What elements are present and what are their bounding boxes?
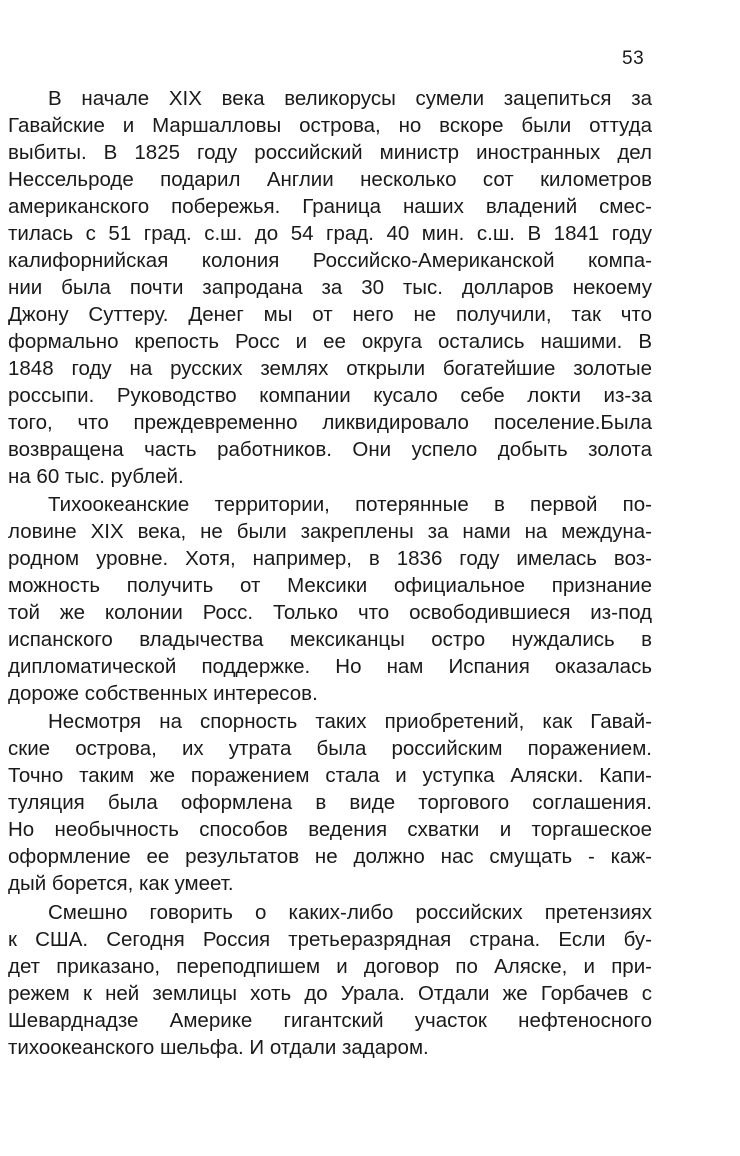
text-line: калифорнийская колония Российско-Американской компа- [8, 249, 652, 272]
text-line: дет приказано, переподпишем и договор по Аляске, и при- [8, 955, 652, 978]
text-line: нии была почти запродана за 30 тыс. долларов некоему [8, 276, 652, 299]
text-line: ловине XIX века, не были закреплены за нами на междуна- [8, 520, 652, 543]
text-line: возвращена часть работников. Они успело добыть золота [8, 438, 652, 461]
text-line: режем к ней землицы хоть до Урала. Отдали же Горбачев с [8, 982, 652, 1005]
text-line: Тихоокеанские территории, потерянные в первой по- [48, 493, 652, 516]
text-line: на 60 тыс. рублей. [8, 465, 184, 488]
text-line: к США. Сегодня Россия третьеразрядная страна. Если бу- [8, 928, 652, 951]
text-line: родном уровне. Хотя, например, в 1836 году имелась воз- [8, 547, 652, 570]
text-line: того, что преждевременно ликвидировало поселение.Была [8, 411, 652, 434]
text-line: Точно таким же поражением стала и уступка Аляски. Капи- [8, 764, 652, 787]
text-line: Несмотря на спорность таких приобретений, как Гавай- [48, 710, 652, 733]
text-line: формально крепость Росс и ее округа остались нашими. В [8, 330, 652, 353]
text-line: испанского владычества мексиканцы остро нуждались в [8, 628, 652, 651]
text-line: В начале XIX века великорусы сумели зацепиться за [48, 87, 652, 110]
text-line: Гавайские и Маршалловы острова, но вскоре были оттуда [8, 114, 652, 137]
text-line: можность получить от Мексики официальное признание [8, 574, 652, 597]
text-line: 1848 году на русских землях открыли богатейшие золотые [8, 357, 652, 380]
text-line: той же колонии Росс. Только что освободившиеся из-под [8, 601, 652, 624]
text-line: дипломатической поддержке. Но нам Испания оказалась [8, 655, 652, 678]
text-line: тилась с 51 град. с.ш. до 54 град. 40 мин. с.ш. В 1841 году [8, 222, 652, 245]
text-line: американского побережья. Граница наших владений смес- [8, 195, 652, 218]
text-line: Нессельроде подарил Англии несколько сот километров [8, 168, 652, 191]
text-line: дый борется, как умеет. [8, 872, 234, 895]
text-line: россыпи. Руководство компании кусало себе локти из-за [8, 384, 652, 407]
text-line: Смешно говорить о каких-либо российских претензиях [48, 901, 652, 924]
page-number: 53 [622, 48, 645, 69]
text-line: Шеварднадзе Америке гигантский участок нефтеносного [8, 1009, 652, 1032]
text-line: Но необычность способов ведения схватки и торгашеское [8, 818, 652, 841]
text-line: ские острова, их утрата была российским поражением. [8, 737, 652, 760]
text-line: дороже собственных интересов. [8, 682, 318, 705]
text-line: оформление ее результатов не должно нас смущать - каж- [8, 845, 652, 868]
text-line: выбиты. В 1825 году российский министр иностранных дел [8, 141, 652, 164]
text-line: Джону Суттеру. Денег мы от него не получили, так что [8, 303, 652, 326]
text-line: туляция была оформлена в виде торгового соглашения. [8, 791, 652, 814]
text-line: тихоокеанского шельфа. И отдали задаром. [8, 1036, 429, 1059]
